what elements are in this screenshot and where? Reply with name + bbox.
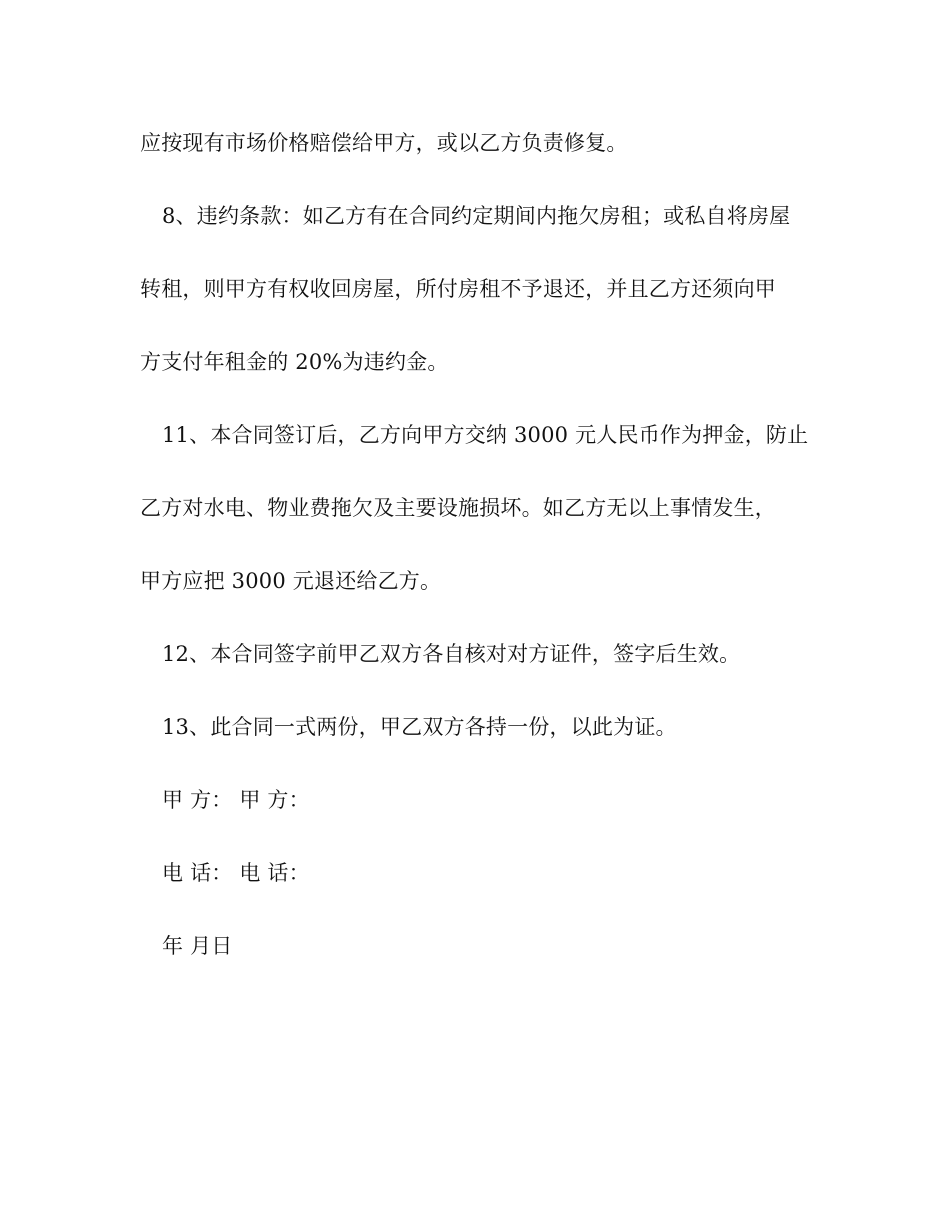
clause-8-line-1: 8、违约条款：如乙方有在合同约定期间内拖欠房租；或私自将房屋 <box>162 204 791 228</box>
clause-7-continuation: 应按现有市场价格赔偿给甲方，或以乙方负责修复。 <box>140 131 628 155</box>
clause-12: 12、本合同签字前甲乙双方各自核对对方证件，签字后生效。 <box>162 642 741 666</box>
clause-8-line-3: 方支付年租金的 20%为违约金。 <box>140 350 449 374</box>
clause-11-line-2: 乙方对水电、物业费拖欠及主要设施损坏。如乙方无以上事情发生， <box>140 496 776 520</box>
clause-8-line-2: 转租，则甲方有权收回房屋，所付房租不予退还，并且乙方还须向甲 <box>140 277 776 301</box>
date-line: 年 月日 <box>162 934 233 958</box>
clause-11-line-1: 11、本合同签订后，乙方向甲方交纳 3000 元人民币作为押金，防止 <box>162 423 809 447</box>
clause-11-line-3: 甲方应把 3000 元退还给乙方。 <box>140 569 442 593</box>
clause-13: 13、此合同一式两份，甲乙双方各持一份，以此为证。 <box>162 715 677 739</box>
phone-line: 电 话： 电 话： <box>162 861 310 885</box>
party-a-signature-line: 甲 方： 甲 方： <box>162 788 310 812</box>
